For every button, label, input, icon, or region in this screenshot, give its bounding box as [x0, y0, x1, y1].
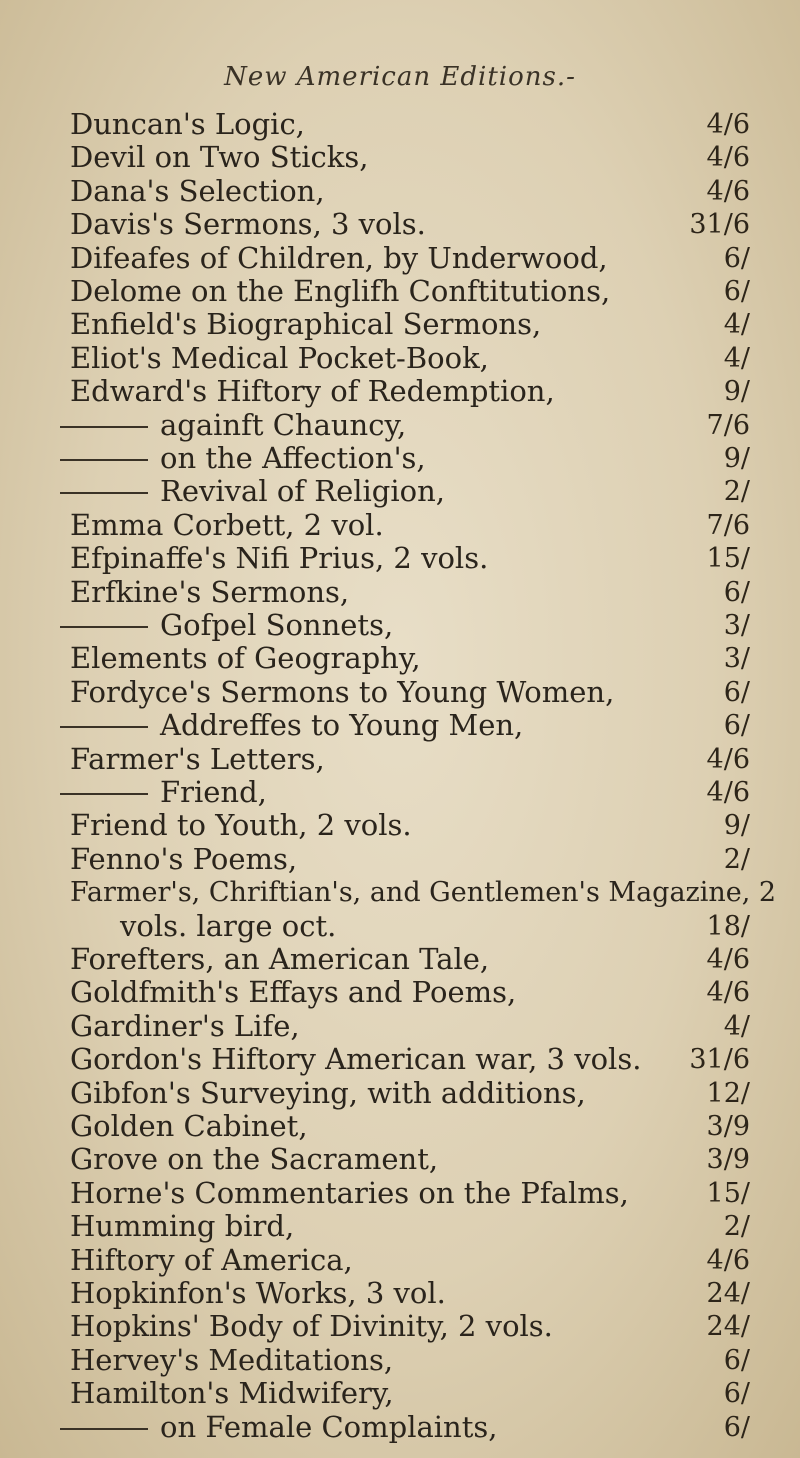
book-entry: [0, 642, 800, 675]
book-entry: [0, 208, 800, 241]
book-entry: [0, 809, 800, 842]
book-price: 4/: [723, 342, 750, 374]
book-price: 9/: [723, 810, 750, 842]
book-entry: [0, 843, 800, 876]
ditto-dash: [60, 426, 148, 428]
book-title: Addreffes to Young Men,: [160, 708, 524, 743]
book-price: 2/: [723, 1211, 750, 1243]
book-entry: [0, 876, 800, 909]
book-title: Erfkine's Sermons,: [70, 574, 350, 609]
ditto-dash: [60, 726, 148, 728]
book-title: on Female Complaints,: [160, 1409, 498, 1444]
book-price: 4/6: [706, 109, 750, 140]
book-price: 6/: [723, 710, 750, 742]
book-entry: [0, 976, 800, 1009]
book-entry: [0, 1411, 800, 1444]
book-title: Golden Cabinet,: [70, 1109, 308, 1143]
book-price: 3/9: [706, 1144, 750, 1176]
book-title: on the Affection's,: [160, 441, 426, 475]
book-entry: [0, 409, 800, 442]
book-price: 18/: [706, 910, 750, 942]
book-title: Farmer's, Chriftian's, and Gentlemen's Magazine, 2: [70, 877, 777, 909]
book-title: Difeafes of Children, by Underwood,: [70, 240, 608, 275]
book-entry: [0, 1010, 800, 1043]
book-entry: [0, 1077, 800, 1110]
book-title: Delome on the Englifh Conftitutions,: [70, 274, 611, 308]
book-title: Fordyce's Sermons to Young Women,: [70, 674, 615, 709]
book-price: 3/: [723, 610, 750, 641]
book-price: 2/: [723, 843, 750, 875]
book-price: 15/: [706, 543, 750, 575]
book-entry: [0, 308, 800, 341]
book-price: 4/6: [706, 1244, 750, 1276]
book-entry: [0, 375, 800, 408]
book-title: Fenno's Poems,: [70, 841, 298, 876]
book-price: 7/6: [706, 409, 750, 441]
book-price: 4/6: [706, 142, 750, 174]
book-entry: [0, 1277, 800, 1310]
book-title: Davis's Sermons, 3 vols.: [70, 207, 426, 242]
book-title: Hiftory of America,: [70, 1242, 353, 1277]
book-title: Humming bird,: [70, 1209, 295, 1244]
book-title: Devil on Two Sticks,: [70, 140, 369, 175]
book-price: 4/6: [706, 175, 750, 207]
book-entry: [0, 709, 800, 742]
book-price: 6/: [723, 1378, 750, 1410]
book-price: 6/: [723, 676, 750, 708]
book-title: Emma Corbett, 2 vol.: [70, 507, 384, 542]
book-title: Hopkins' Body of Divinity, 2 vols.: [70, 1309, 553, 1344]
book-price: 9/: [723, 443, 750, 474]
book-title: Eliot's Medical Pocket-Book,: [70, 340, 489, 375]
book-title: Elements of Geography,: [70, 641, 421, 676]
book-entry: [0, 509, 800, 542]
book-entry: [0, 1043, 800, 1076]
book-entry: [0, 108, 800, 141]
book-price: 15/: [706, 1177, 750, 1209]
book-price: 7/6: [706, 509, 750, 541]
book-price: 6/: [723, 576, 750, 608]
book-entry: [0, 1177, 800, 1210]
book-entry: [0, 1143, 800, 1176]
book-entry: [0, 943, 800, 976]
book-entry: [0, 1344, 800, 1377]
book-price: 24/: [706, 1311, 750, 1343]
book-title: Friend,: [160, 775, 267, 809]
book-title: Gofpel Sonnets,: [160, 608, 394, 642]
book-title: Gardiner's Life,: [70, 1008, 300, 1043]
ditto-dash: [60, 626, 148, 628]
book-entry: [0, 442, 800, 475]
book-price: 4/6: [706, 743, 750, 775]
book-price: 4/: [723, 309, 750, 341]
book-price: 4/6: [706, 944, 750, 975]
book-price: 3/: [723, 643, 750, 675]
ditto-dash: [60, 1428, 148, 1430]
book-entry: [0, 1110, 800, 1143]
book-price: 2/: [723, 476, 750, 508]
book-price: 4/: [723, 1010, 750, 1042]
book-title: Horne's Commentaries on the Pfalms,: [70, 1175, 629, 1210]
book-title: Forefters, an American Tale,: [70, 942, 490, 976]
ditto-dash: [60, 492, 148, 494]
book-price: 6/: [723, 242, 750, 274]
book-entry: [0, 242, 800, 275]
book-title: Hopkinfon's Works, 3 vol.: [70, 1276, 446, 1310]
book-price: 4/6: [706, 977, 750, 1009]
book-title: Duncan's Logic,: [70, 107, 305, 141]
book-price: 3/9: [706, 1111, 750, 1142]
book-entry: [0, 676, 800, 709]
book-entry: [0, 275, 800, 308]
book-price: 9/: [723, 376, 750, 408]
book-title: Gibfon's Surveying, with additions,: [70, 1075, 586, 1110]
book-price: 31/6: [689, 209, 750, 241]
book-title: Gordon's Hiftory American war, 3 vols.: [70, 1042, 642, 1077]
book-title: Hervey's Meditations,: [70, 1342, 394, 1377]
book-price: 12/: [706, 1077, 750, 1109]
book-title: Revival of Religion,: [160, 474, 445, 509]
book-entry: [0, 609, 800, 642]
book-title: Dana's Selection,: [70, 173, 325, 208]
book-title: againft Chauncy,: [160, 407, 407, 442]
book-price: 31/6: [689, 1044, 750, 1076]
book-entry: [0, 475, 800, 508]
book-title: Farmer's Letters,: [70, 741, 325, 776]
book-price: 6/: [723, 1344, 750, 1376]
book-entry: [0, 776, 800, 809]
book-entry: [0, 175, 800, 208]
book-title: Hamilton's Midwifery,: [70, 1376, 394, 1411]
book-price: 6/: [723, 276, 750, 307]
book-title: Efpinaffe's Nifi Prius, 2 vols.: [70, 541, 489, 576]
page-header: New American Editions.-: [224, 62, 576, 92]
ditto-dash: [60, 793, 148, 795]
book-entry: [0, 743, 800, 776]
book-entry: [0, 910, 800, 943]
book-price: 6/: [723, 1411, 750, 1443]
book-title: Goldfmith's Effays and Poems,: [70, 975, 517, 1010]
book-title: Edward's Hiftory of Redemption,: [70, 374, 555, 409]
book-entry: [0, 342, 800, 375]
book-entry: [0, 1210, 800, 1243]
book-entry: [0, 576, 800, 609]
book-price: 4/6: [706, 777, 750, 808]
book-entry: [0, 141, 800, 174]
book-title: vols. large oct.: [120, 908, 337, 943]
book-title: Friend to Youth, 2 vols.: [70, 808, 412, 843]
book-entry: [0, 1310, 800, 1343]
book-entry: [0, 1244, 800, 1277]
ditto-dash: [60, 459, 148, 461]
book-entry: [0, 1377, 800, 1410]
book-price: 24/: [706, 1278, 750, 1309]
book-title: Enfield's Biographical Sermons,: [70, 307, 542, 342]
book-title: Grove on the Sacrament,: [70, 1142, 439, 1177]
book-entry: [0, 542, 800, 575]
